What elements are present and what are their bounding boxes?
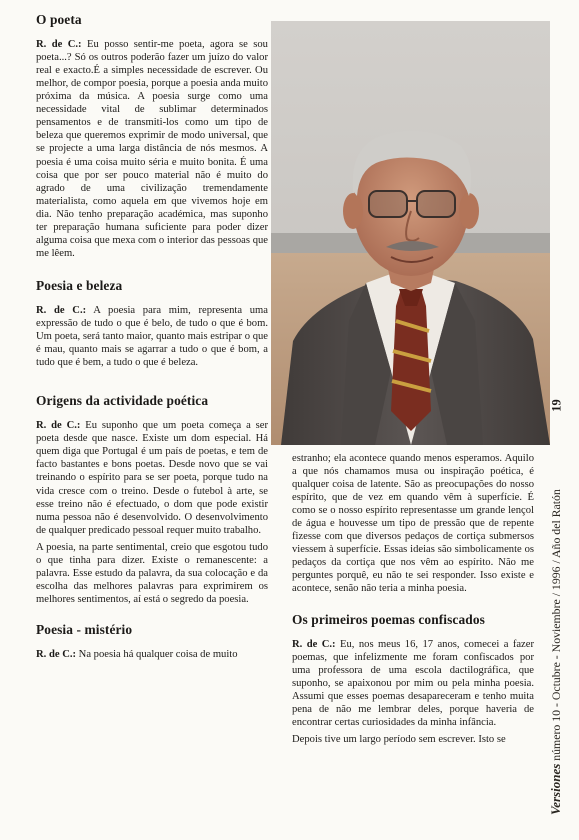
sidebar-footer — [545, 400, 567, 820]
glasses-right-lens — [417, 191, 455, 217]
portrait-photo — [271, 21, 550, 445]
page-number: 19 — [549, 399, 564, 412]
issue-line — [548, 489, 564, 815]
paragraph — [292, 733, 534, 746]
left-column — [36, 12, 268, 677]
ear-right — [459, 193, 479, 229]
section-origens — [36, 393, 268, 606]
paragraph — [292, 452, 534, 596]
ear-left — [343, 193, 363, 229]
paragraph-text: Eu suponho que um poeta começa a ser poeta desde que nasce. Existe um dom especial. Há quem diga que Portugal é um país de poetas, e tem de facto bastantes e bons poetas. Desde novo que se vai treinando o espírito para se ser poeta, porque tudo na vida cresce com o treino. Desde o futebol à arte, se esse treino não é efectuado, o dom que pode existir numa pessoa não é desenvolvido. O desenvolvimento de qualquer predicado pessoal requer muito trabalho. — [36, 420, 268, 536]
magazine-title: Versiones — [548, 763, 563, 815]
heading-origens: Origens da actividade poética — [36, 393, 209, 409]
paragraph-text: estranho; ela acontece quando menos esperamos. Aquilo a que nós chamamos musa ou inspiração poética, é qualquer coisa de latente. São as preocupações do nosso espírito, que de vez em quando vêm à superfície. É como se o nosso espírito representasse um grande lençol de água e houvesse um tipo de pressão que de repente fizesse com que diversos pedaços de cortiça submersos viessem à superfície. Essas ideias são simbolicamente os pedaços da cortiça que nos vêm ao espírito. Não me perguntes porquê, eu não te sei responder. Isso existe e acontece, senão não teria a minha poesia. — [292, 453, 534, 595]
paragraph-text: Eu, nos meus 16, 17 anos, comecei a fazer poemas, que infelizmente me foram confiscados por uma professora de uma escola dactilográfica, que suponho, se apaixonou por mim ou pela minha poesia. Assumi que esses poemas desapareceram e tenho muita pena de não me lembrar deles, porque haveria de encontrar certas curiosidades da minha infância. — [292, 638, 534, 728]
heading-confiscados: Os primeiros poemas confiscados — [292, 611, 485, 627]
section-poesia-beleza — [36, 278, 268, 369]
speaker-label: R. de C.: — [36, 420, 81, 432]
paragraph — [36, 38, 268, 260]
paragraph-text: A poesia para mim, representa uma expressão de tudo o que é belo, de tudo o que é bom. Um poeta, será tanto maior, quanto mais estripar o que é mau, quanto mais se agarrar a tudo o que é bom, a tudo que é bem, a tudo o que é beleza. — [36, 304, 268, 369]
heading-poesia-beleza: Poesia e beleza — [36, 277, 123, 293]
speaker-label: R. de C.: — [36, 304, 87, 316]
paragraph — [36, 304, 268, 369]
heading-misterio: Poesia - mistério — [36, 621, 133, 637]
right-column — [292, 452, 534, 762]
section-confiscados — [292, 612, 534, 746]
paragraph — [36, 419, 268, 536]
paragraph-text: Depois tive um largo período sem escrever. Isto se — [292, 733, 506, 745]
section-misterio — [36, 622, 268, 661]
paragraph-text: Na poesia há qualquer coisa de muito — [76, 649, 238, 660]
paragraph-text: A poesia, na parte sentimental, creio que esgotou tudo o que tinha para dizer. Existe o remanescente: a palavra. Esse estudo da palavra, da sua colocação e da escolha das melhores palavras para exprimirem os melhores sentimentos, aí está o segredo da poesia. — [36, 541, 268, 605]
glasses-left-lens — [369, 191, 407, 217]
paragraph — [292, 638, 534, 729]
paragraph-text: Eu posso sentir-me poeta, agora se sou poeta...? Só os outros poderão fazer um juízo do valor real e exacto.É a simples necessidade de escrever. Ou melhor, de compor poesia, porque a poesia anda muito próxima da música. A poesia surge como uma necessidade vital de sublimar determinados pensamentos e de transmiti-los como um tipo de beleza que queremos exprimir de modo universal, que se projecte a uma larga distância de nós mesmos. A poesia é uma coisa muito séria e muito bonita. É uma coisa que por ser pouco material não é muito do agrado de uma civilização tremendamente materialista, como aquela em que vivemos hoje em dia. Não tenho preparação académica, mas suponho ter preparação humana suficiente para poder dizer alguma coisa que mexa com o interior das pessoas que me lêem. — [36, 39, 268, 259]
speaker-label: R. de C.: — [36, 649, 77, 660]
paragraph — [36, 541, 268, 606]
issue-info: número 10 - Octubre - Noviembre / 1996 / Año del Ratón — [549, 489, 563, 764]
speaker-label: R. de C.: — [292, 638, 336, 650]
paragraph — [36, 648, 268, 661]
heading-o-poeta: O poeta — [36, 12, 82, 27]
speaker-label: R. de C.: — [36, 39, 82, 51]
section-o-poeta — [36, 12, 268, 260]
